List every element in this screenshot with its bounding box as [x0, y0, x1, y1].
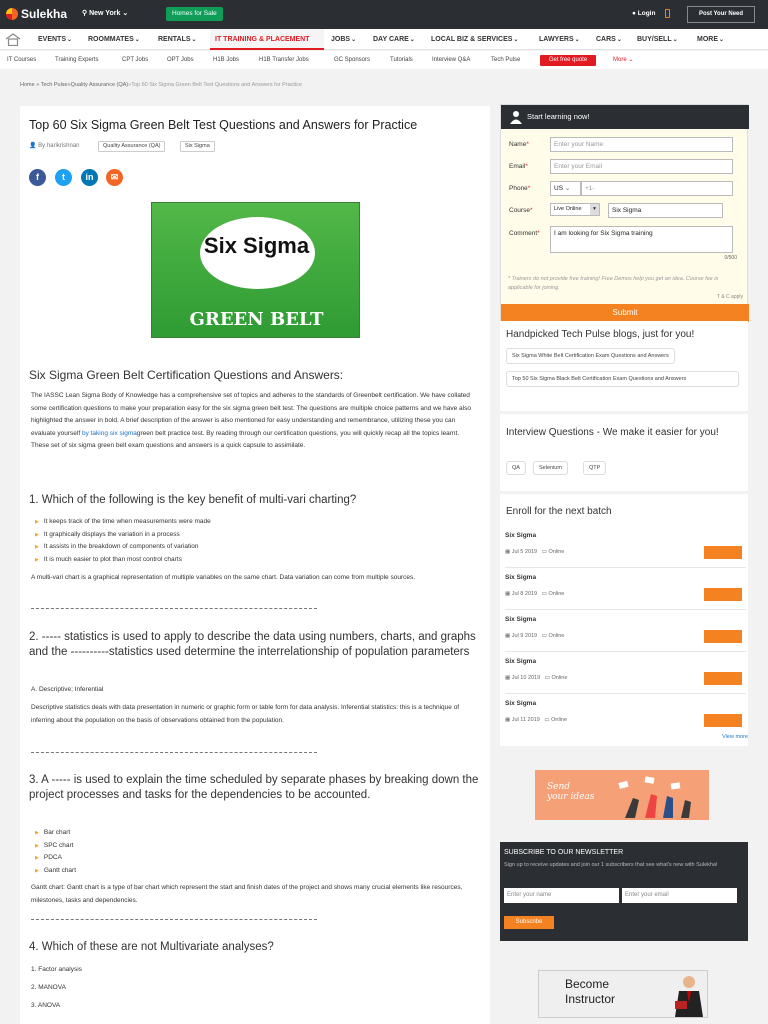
course-mode-select[interactable]: Live Online ▾	[550, 203, 600, 216]
q4-option-3: 3. ANOVA	[31, 1002, 61, 1009]
batch-name[interactable]: Six Sigma	[505, 700, 537, 707]
linkedin-icon[interactable]: in	[81, 169, 98, 186]
nav-day-care[interactable]: DAY CARE⌄	[373, 36, 415, 43]
calendar-icon: ▦	[505, 717, 511, 723]
enroll-button[interactable]: Enroll	[704, 672, 742, 685]
breadcrumb-home[interactable]: Home	[20, 82, 35, 88]
batches-box	[500, 494, 748, 746]
batch-meta: ▦ Jul 8 2019 ▭ Online	[505, 591, 565, 597]
handpicked-link[interactable]: Top 50 Six Sigma Black Belt Certification Exam Questions and Answers	[506, 371, 739, 387]
submit-button[interactable]: Submit	[501, 304, 749, 322]
nav-lawyers[interactable]: LAWYERS⌄	[539, 36, 580, 43]
calendar-icon: ▦	[505, 633, 511, 639]
divider	[505, 567, 746, 568]
subnav-tech-pulse[interactable]: Tech Pulse	[491, 57, 521, 63]
nav-jobs[interactable]: JOBS⌄	[331, 36, 357, 43]
handpicked-heading: Handpicked Tech Pulse blogs, just for you!	[506, 329, 695, 340]
batch-meta: ▦ Jul 9 2019 ▭ Online	[505, 633, 565, 639]
chevron-down-icon: ⌄	[122, 10, 129, 17]
section-title: Six Sigma Green Belt Certification Questions and Answers:	[29, 368, 344, 382]
list-item: ▶ It assists in the breakdown of components of variation	[35, 541, 211, 554]
name-field[interactable]: Enter your Name	[550, 137, 733, 152]
q1-options	[35, 516, 211, 567]
course-label: Course*	[509, 207, 533, 214]
phone-field[interactable]: +1-	[581, 181, 733, 196]
list-item: ▶ SPC chart	[35, 840, 76, 853]
batch-meta: ▦ Jul 5 2019 ▭ Online	[505, 549, 565, 555]
divider	[31, 752, 317, 753]
q2-answer: Descriptive statistics deals with data presentation in numeric or graphic form or table form for data analysis. Inferential statistics: this is a technique of inferring about the population on the basis of observations obtained from the population.	[31, 704, 460, 724]
tag-six-sigma[interactable]: Six Sigma	[180, 141, 215, 152]
subscribe-button[interactable]: Subscribe	[504, 916, 554, 929]
green-belt-image	[151, 202, 360, 338]
divider	[31, 608, 317, 609]
batches-heading: Enroll for the next batch	[506, 506, 612, 517]
main-nav	[0, 29, 768, 50]
subnav-cpt-jobs[interactable]: CPT Jobs	[122, 57, 149, 63]
list-item: ▶ Bar chart	[35, 827, 76, 840]
q3-options	[35, 827, 76, 878]
batch-meta: ▦ Jul 11 2019 ▭ Online	[505, 717, 568, 723]
location-pin-icon: ⚲	[82, 10, 88, 17]
batch-name[interactable]: Six Sigma	[505, 658, 537, 665]
comment-label: Comment*	[509, 230, 540, 237]
intro-paragraph: The IASSC Lean Sigma Body of Knowledge has a comprehensive set of topics and adheres to the standards of Greenbelt certification. We have collated some certification questions to make your preparation easy for the six sigma green belt test. The questions are multiple choice patterns and we have also highlighted the answer in bold. A brief description of the answer is also mentioned for easy understanding and remembrance, utilizing these you can evaluate yourself by taking six sigmagreen belt practice test. By reading through our certification questions, you will quickly recap all the topics learnt. These set of six sigma green belt exam questions and answers is a quick capsule to assimilate.	[31, 392, 471, 450]
phone-icon[interactable]	[665, 9, 670, 18]
interview-heading: Interview Questions - We make it easier for you!	[506, 427, 719, 438]
nav-roommates[interactable]: ROOMMATES⌄	[88, 36, 140, 43]
breadcrumb: Home » Tech Pulse»Quality Assurance (QA)»Top 60 Six Sigma Green Belt Test Questions and Answers for Practice	[20, 82, 302, 88]
question-2: 2. ----- statistics is used to apply to describe the data using numbers, charts, and graphs and the ----------statistics used determine the interrelationship of population parameters	[29, 631, 476, 659]
article-panel	[20, 106, 490, 1024]
question-1: 1. Which of the following is the key benefit of multi-vari charting?	[29, 494, 357, 506]
get-free-quote-button[interactable]: Get free quote	[540, 55, 596, 66]
nav-events[interactable]: EVENTS⌄	[38, 36, 73, 43]
enroll-button[interactable]: Enroll	[704, 714, 742, 727]
tc-link[interactable]: T & C apply	[716, 294, 743, 300]
subnav-h1b-jobs[interactable]: H1B Jobs	[213, 57, 240, 63]
become-instructor-text: Become Instructor	[565, 977, 616, 1006]
email-icon[interactable]: ✉	[106, 169, 123, 186]
q2-option: A. Descriptive; Inferential	[31, 686, 104, 693]
breadcrumb-category[interactable]: Quality Assurance (QA)	[70, 82, 129, 88]
q3-answer: Gantt chart: Gantt chart is a type of bar chart which represent the start and finish dates of the project and shows many crucial elements like resources, milestones, tasks and dependencies.	[31, 884, 463, 904]
list-item: ▶ It keeps track of the time when measurements were made	[35, 516, 211, 529]
interview-tag-qa[interactable]: QA	[506, 461, 526, 475]
sub-nav	[0, 51, 768, 69]
post-your-need-button[interactable]: Post Your Need	[687, 6, 755, 23]
question-4: 4. Which of these are not Multivariate analyses?	[29, 941, 274, 953]
nav-more[interactable]: MORE⌄	[697, 36, 725, 43]
q4-option-1: 1. Factor analysis	[31, 966, 82, 973]
top-bar	[0, 0, 768, 29]
divider	[31, 919, 317, 920]
nav-local-biz[interactable]: LOCAL BIZ & SERVICES⌄	[431, 36, 519, 43]
newsletter-desc: Sign up to receive updates and join our 1 subscribers that see what's new with Sulekha!	[504, 862, 718, 868]
list-item: ▶ PDCA	[35, 852, 76, 865]
nav-buy-sell[interactable]: BUY/SELL⌄	[637, 36, 678, 43]
batch-name[interactable]: Six Sigma	[505, 532, 537, 539]
hands-illustration	[605, 774, 705, 818]
subnav-interview-qa[interactable]: Interview Q&A	[432, 57, 471, 63]
breadcrumb-current: »Top 60 Six Sigma Green Belt Test Questions and Answers for Practice	[128, 82, 302, 88]
phone-label: Phone*	[509, 185, 531, 192]
calendar-icon: ▦	[505, 675, 511, 681]
home-icon[interactable]	[5, 33, 21, 46]
login-link[interactable]: ● Login	[632, 10, 656, 17]
dropdown-arrow-icon: ▾	[590, 204, 599, 215]
become-instructor-banner[interactable]	[538, 970, 708, 1018]
six-sigma-logo-text: Six Sigma	[203, 233, 310, 258]
subnav-tutorials[interactable]: Tutorials	[390, 57, 413, 63]
city-selector[interactable]: ⚲ New York ⌄	[82, 10, 129, 17]
newsletter-box	[500, 842, 748, 941]
sulekha-logo[interactable]: Sulekha	[6, 7, 67, 21]
user-icon: 👤	[29, 143, 37, 149]
newsletter-email-input[interactable]: Enter your email	[622, 888, 737, 903]
divider	[505, 693, 746, 694]
nav-it-training[interactable]: IT TRAINING & PLACEMENT	[210, 29, 324, 50]
course-field[interactable]: Six Sigma	[608, 203, 723, 218]
form-note: * Trainers do not provide free training! Free Demos help you get an idea. Course fee is applicable for joining.	[508, 276, 719, 291]
subnav-it-courses[interactable]: IT Courses	[7, 57, 37, 63]
char-counter: 0/500	[724, 255, 737, 261]
name-label: Name*	[509, 141, 529, 148]
enroll-button[interactable]: Enroll	[704, 588, 742, 601]
q1-answer: A multi-vari chart is a graphical representation of multiple variables on the same chart. Data variation can come from multiple sources.	[31, 574, 416, 581]
send-ideas-banner[interactable]	[535, 770, 709, 820]
divider	[505, 609, 746, 610]
divider	[505, 651, 746, 652]
newsletter-heading: SUBSCRIBE TO OUR NEWSLETTER	[504, 849, 624, 856]
batch-name[interactable]: Six Sigma	[505, 574, 537, 581]
laptop-icon: ▭	[544, 675, 550, 681]
interview-tag-selenium[interactable]: Selenium	[533, 461, 568, 475]
form-header: Start learning now!	[501, 105, 749, 129]
list-item: ▶ Gantt chart	[35, 865, 76, 878]
list-item: ▶ It is much easier to plot than most control charts	[35, 554, 211, 567]
list-item: ▶ It graphically displays the variation in a process	[35, 529, 211, 542]
user-icon: ●	[632, 10, 636, 17]
calendar-icon: ▦	[505, 591, 511, 597]
handpicked-link[interactable]: Six Sigma White Belt Certification Exam Questions and Answers	[506, 348, 675, 364]
subnav-gc-sponsors[interactable]: GC Sponsors	[334, 57, 371, 63]
send-ideas-text: Send your ideas	[547, 782, 595, 802]
subnav-opt-jobs[interactable]: OPT Jobs	[167, 57, 194, 63]
country-code-select[interactable]: US ⌄	[550, 181, 581, 196]
email-label: Email*	[509, 163, 528, 170]
enroll-button[interactable]: Enroll	[704, 630, 742, 643]
enquiry-form	[500, 104, 748, 321]
question-3: 3. A ----- is used to explain the time scheduled by separate phases by breaking down the project processes and tasks for the dependencies to be accounted.	[29, 774, 479, 802]
subnav-more[interactable]: More ⌄	[613, 57, 634, 63]
enroll-button[interactable]: Enroll	[704, 546, 742, 559]
q4-option-2: 2. MANOVA	[31, 984, 66, 991]
laptop-icon: ▭	[541, 549, 547, 555]
subnav-training-experts[interactable]: Training Experts	[55, 57, 99, 63]
learner-icon	[509, 110, 523, 124]
calendar-icon: ▦	[505, 549, 511, 555]
laptop-icon: ▭	[544, 717, 550, 723]
interview-tag-qtp[interactable]: QTP	[583, 461, 606, 475]
email-field[interactable]: Enter your Email	[550, 159, 733, 174]
facebook-icon[interactable]: f	[29, 169, 46, 186]
tag-qa[interactable]: Quality Assurance (QA)	[98, 141, 165, 152]
homes-for-sale-button[interactable]: Homes for Sale	[166, 7, 223, 21]
article-author[interactable]: 👤 By harikrishnan	[29, 143, 80, 149]
nav-cars[interactable]: CARS⌄	[596, 36, 622, 43]
twitter-icon[interactable]: t	[55, 169, 72, 186]
handpicked-box	[500, 321, 748, 411]
logo-icon	[6, 8, 18, 20]
intro-link[interactable]: by taking six sigma	[81, 429, 137, 437]
laptop-icon: ▭	[541, 591, 547, 597]
interview-box	[500, 414, 748, 491]
green-belt-text: GREEN BELT	[189, 309, 324, 330]
chevron-down-icon: ⌄	[564, 185, 571, 192]
comment-textarea[interactable]: I am looking for Six Sigma training	[550, 226, 733, 253]
breadcrumb-tech-pulse[interactable]: Tech Pulse	[40, 82, 68, 88]
newsletter-name-input[interactable]: Enter your name	[504, 888, 619, 903]
nav-rentals[interactable]: RENTALS⌄	[158, 36, 197, 43]
chevron-down-icon: ⌄	[628, 57, 634, 63]
article-title: Top 60 Six Sigma Green Belt Test Questions and Answers for Practice	[29, 118, 418, 132]
batch-name[interactable]: Six Sigma	[505, 616, 537, 623]
instructor-illustration	[671, 973, 707, 1017]
subnav-h1b-transfer[interactable]: H1B Transfer Jobs	[259, 57, 309, 63]
laptop-icon: ▭	[541, 633, 547, 639]
view-more-link[interactable]: View more	[722, 734, 748, 740]
batch-meta: ▦ Jul 10 2019 ▭ Online	[505, 675, 568, 681]
